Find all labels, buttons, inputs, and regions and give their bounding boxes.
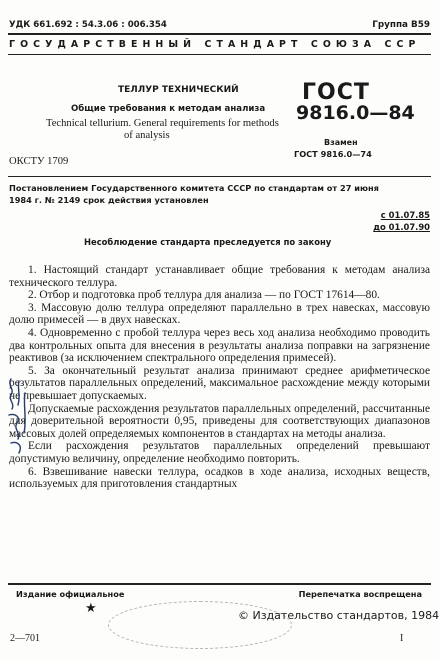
replaces-value: ГОСТ 9816.0—74 — [294, 149, 372, 159]
standard-banner: ГОСУДАРСТВЕННЫЙ СТАНДАРТ СОЮЗА ССР — [9, 39, 421, 50]
english-title-line2: of analysis — [124, 130, 170, 141]
paragraph-3: 3. Массовую долю теллура определяют параллельно в трех навесках, массовую долю примесей — в двух навесках. — [9, 301, 430, 327]
official-edition: Издание официальное — [16, 589, 125, 599]
title-rule — [8, 176, 431, 177]
paragraph-5: 5. За окончательный результат анализа принимают среднее арифметическое результатов параллельных определений, максимальное расхождение между которыми не превышает допускаемых. — [9, 364, 430, 402]
standard-body — [9, 264, 430, 491]
paragraph-8: 6. Взвешивание навески теллура, осадков в ходе анализа, исходных веществ, используемых для приготовления стандартных — [9, 465, 430, 491]
gost-label: ГОСТ — [302, 80, 370, 105]
replaces-label: Взамен — [324, 138, 358, 147]
gost-number: 9816.0—84 — [296, 102, 415, 124]
paragraph-7: Если расхождения результатов параллельных определений превышают допустимую величину, определение необходимо повторить. — [9, 440, 430, 465]
handwritten-margin-note — [3, 375, 33, 461]
publisher-copyright: © Издательство стандартов, 1984 — [238, 609, 439, 622]
paragraph-6: Допускаемые расхождения результатов параллельных определений, рассчитанные для доверительной вероятности 0,95, приведены для соответствующих диапазонов массовых долей определяемых компонентов в стандартах на методы анализа. — [9, 402, 430, 440]
validity-from: с 01.07.85 — [380, 210, 430, 220]
udk-code: УДК 661.692 : 54.3.06 : 006.354 — [9, 20, 167, 30]
decree-line2: 1984 г. № 2149 срок действия установлен — [9, 195, 209, 205]
print-code: 2—701 — [10, 633, 40, 644]
validity-to: до 01.07.90 — [373, 222, 430, 232]
standard-title: ТЕЛЛУР ТЕХНИЧЕСКИЙ — [118, 85, 239, 95]
reprint-prohibited: Перепечатка воспрещена — [298, 589, 422, 599]
header-rule-top — [8, 33, 431, 35]
header-rule-bottom — [8, 54, 431, 55]
group-code: Группа В59 — [372, 20, 430, 30]
law-warning: Несоблюдение стандарта преследуется по закону — [84, 237, 332, 247]
okstu-code: ОКСТУ 1709 — [9, 156, 69, 167]
footer-rule — [8, 583, 431, 585]
decree-line1: Постановлением Государственного комитета СССР по стандартам от 27 июня — [9, 183, 379, 193]
star-icon: ★ — [85, 600, 97, 615]
paragraph-1: 1. Настоящий стандарт устанавливает общие требования к методам анализа технического теллура. — [9, 264, 430, 289]
standard-subtitle: Общие требования к методам анализа — [71, 104, 266, 114]
page-number: I — [400, 633, 404, 644]
paragraph-4: 4. Одновременно с пробой теллура через весь ход анализа необходимо проводить два контрольных опыта для внесения в результаты анализа поправки на загрязнение реактивов (за исключением спектрального определения примесей). — [9, 326, 430, 365]
english-title-line1: Technical tellurium. General requirements for methods — [46, 118, 279, 129]
paragraph-2: 2. Отбор и подготовка проб теллура для анализа — по ГОСТ 17614—80. — [28, 289, 380, 302]
